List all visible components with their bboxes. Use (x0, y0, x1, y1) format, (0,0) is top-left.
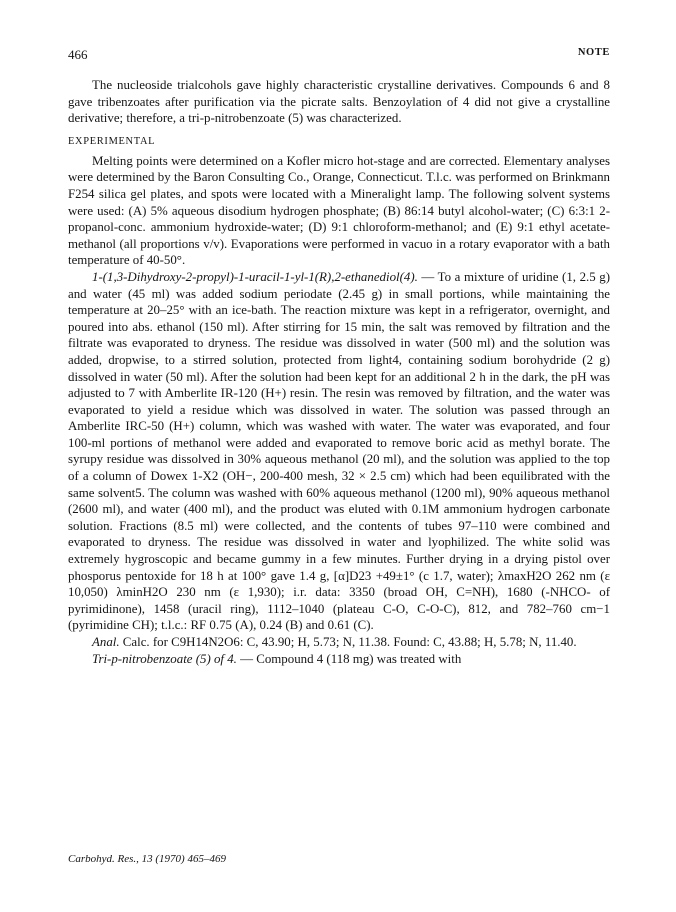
journal-citation: Carbohyd. Res., 13 (1970) 465–469 (68, 853, 226, 865)
running-head-label: NOTE (577, 47, 610, 58)
methods-paragraph: Melting points were determined on a Kofler micro hot-stage and are corrected. Elementary analyses were determined by the Baron Consulting Co., Orange, Connecticut. T.l.c. was performed on Brinkmann F254 silica gel plates, and spots were located with a Mineralight lamp. The following solvent systems were used: (A) 5% aqueous disodium hydrogen phosphate; (B) 86:14 butyl alcohol-water; (C) 6:3:1 2-propanol-conc. ammonium hydroxide-water; (D) 9:1 chloroform-methanol; and (E) 9:1 ethyl acetate-methanol (all proportions v/v). Evaporations were performed in vacuo in a rotary evaporator with a bath temperature of 40-50°. (68, 153, 610, 268)
tri-nitrobenzoate-text: — Compound 4 (118 mg) was treated with (236, 651, 462, 666)
tri-nitrobenzoate-paragraph (68, 651, 610, 668)
page-number: 466 (68, 47, 88, 62)
analysis-values: Calc. for C9H14N2O6: C, 43.90; H, 5.73; N, 11.38. Found: C, 43.88; H, 5.78; N, 11.40. (119, 635, 577, 649)
compound-4-procedure: — To a mixture of uridine (1, 2.5 g) and water (45 ml) was added sodium periodate (2.45 g) in small portions, while maintaining the temperature at 20–25° with an ice-bath. The reaction mixture was kept in a refrigerator, overnight, and poured into abs. ethanol (150 ml). After stirring for 15 min, the salt was removed by filtration and the filtrate was evaporated to dryness. The residue was dissolved in water (500 ml) and the solution was added, dropwise, to a stirred solution, protected from light4, containing sodium borohydride (2 g) dissolved in water (50 ml). After the solution had been kept for an additional 2 h in the dark, the pH was adjusted to 7 with Amberlite IR-120 (H+) resin. The resin was removed by filtration, and the water was evaporated to yield a residue which was dissolved in water. The solution was passed through an Amberlite IRC-50 (H+) column, which was washed with water. The water was evaporated, and four 100-ml portions of methanol were added and evaporated to remove boric acid as methyl borate. The syrupy residue was dissolved in 30% aqueous methanol (20 ml), and the solution was applied to the top of a column of Dowex 1-X2 (OH−, 200-400 mesh, 32 × 2.5 cm) which had been equilibrated with the same solvent5. The column was washed with 60% aqueous methanol (1200 ml), 90% aqueous methanol (2600 ml), and water (400 ml), and the product was eluted with 0.1M ammonium hydrogen carbonate solution. Fractions (8.5 ml) were collected, and the contents of tubes 97–110 were combined and evaporated to dryness. The residue was dissolved in water and lyophilized. The white solid was extremely hygroscopic and became gummy in a few minutes. Further drying in a drying pistol over phosporus pentoxide for 18 h at 100° gave 1.4 g, [α]D23 +49±1° (c 1.7, water); λmaxH2O 262 nm (ε 10,050) λminH2O 230 nm (ε 1,930); i.r. data: 3350 (broad OH, C=NH), 1680 (-NHCO- of pyrimidinone), 1458 (uracil ring), 1112–1040 (plateau C-O, C-O-C), 812, and 782–760 cm−1 (pyrimidine CH); t.l.c.: RF 0.75 (A), 0.24 (B) and 0.61 (C). (68, 269, 610, 633)
tri-nitrobenzoate-title: Tri-p-nitrobenzoate (5) of 4. (92, 651, 237, 666)
analysis-label: Anal. (92, 635, 120, 649)
intro-paragraph: The nucleoside trialcohols gave highly characteristic crystalline derivatives. Compounds 6 and 8 gave tribenzoates after purification via the picrate salts. Benzoylation of 4 did not give a crystalline derivative; therefore, a tri-p-nitrobenzoate (5) was characterized. (68, 78, 610, 126)
analysis-paragraph (68, 634, 610, 651)
compound-4-title: 1-(1,3-Dihydroxy-2-propyl)-1-uracil-1-yl-1(R),2-ethanediol(4). (92, 269, 418, 284)
compound-4-paragraph (68, 269, 610, 634)
body-text (68, 77, 610, 667)
page-header (68, 47, 610, 65)
section-heading-experimental: EXPERIMENTAL (68, 135, 156, 147)
